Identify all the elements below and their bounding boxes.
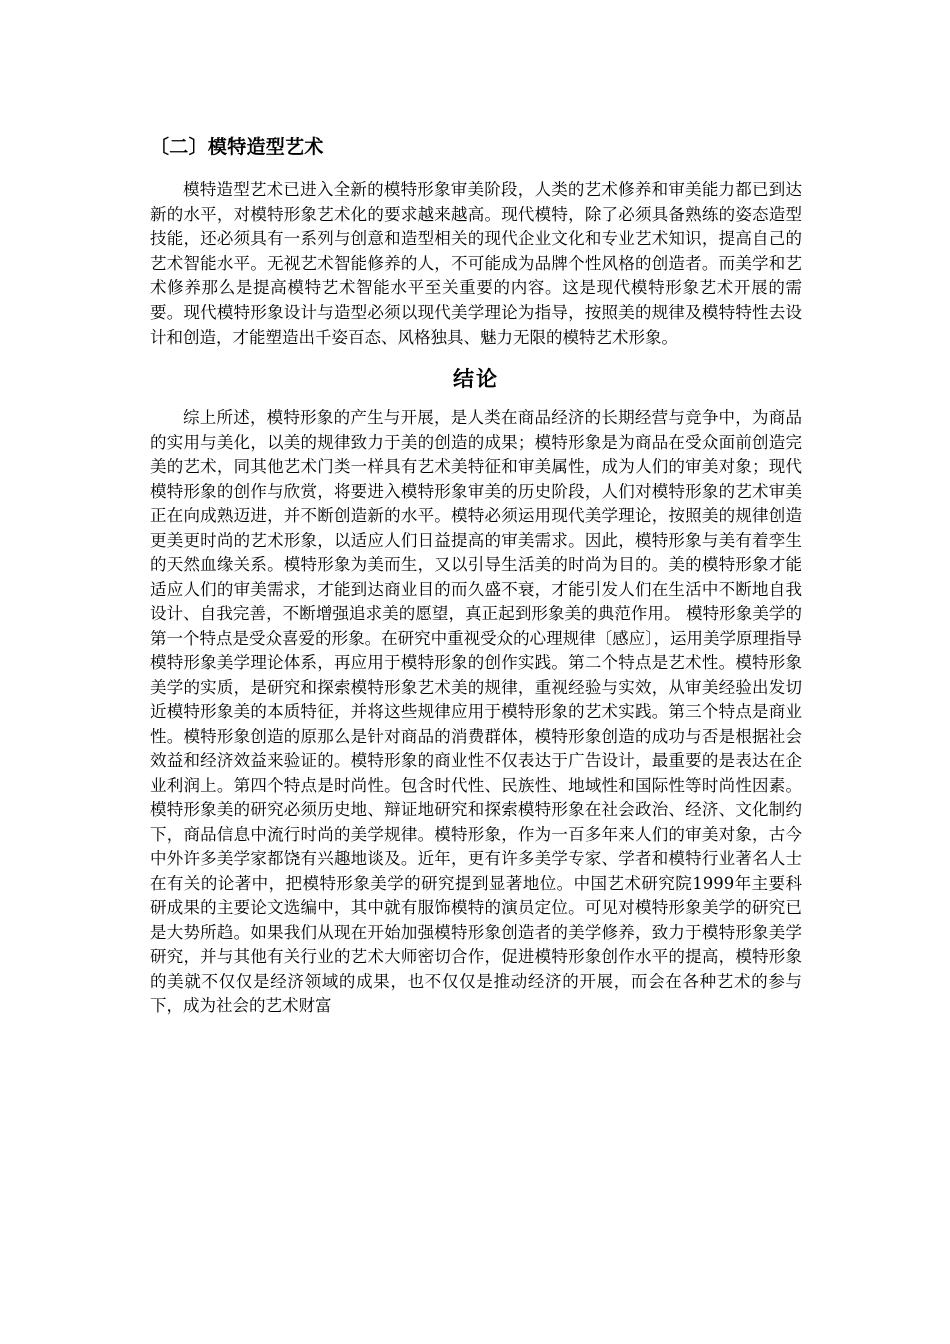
conclusion-paragraph: 综上所述，模特形象的产生与开展，是人类在商品经济的长期经营与竞争中，为商品的实用与美化，以美的规律致力于美的创造的成果；模特形象是为商品在受众面前创造完美的艺术，同其他艺术门类一样具有艺术美特征和审美属性，成为人们的审美对象；现代模特形象的创作与欣赏，将要进入模特形象审美的历史阶段，人们对模特形象的艺术审美正在向成熟迈进，并不断创造新的水平。模特必须运用现代美学理论，按照美的规律创造更美更时尚的艺术形象，以适应人们日益提高的审美需求。因此，模特形象与美有着孪生的天然血缘关系。模特形象为美而生，又以引导生活美的时尚为目的。美的模特形象才能适应人们的审美需求，才能到达商业目的而久盛不衰，才能引发人们在生活中不断地自我设计、自我完善，不断增强追求美的愿望，真正起到形象美的典范作用。 模特形象美学的第一个特点是受众喜爱的形象。在研究中重视受众的心理规律〔感应〕，运用美学原理指导模特形象美学理论体系，再应用于模特形象的创作实践。第二个特点是艺术性。模特形象美学的实质，是研究和探索模特形象艺术美的规律，重视经验与实效，从审美经验出发切近模特形象美的本质特征，并将这些规律应用于模特形象的艺术实践。第三个特点是商业性。模特形象创造的原那么是针对商品的消费群体，模特形象创造的成功与否是根据社会效益和经济效益来验证的。模特形象的商业性不仅表达于广告设计，最重要的是表达在企业利润上。第四个特点是时尚性。包含时代性、民族性、地域性和国际性等时尚性因素。模特形象美的研究必须历史地、辩证地研究和探索模特形象在社会政治、经济、文化制约下，商品信息中流行时尚的美学规律。模特形象，作为一百多年来人们的审美对象，古今中外许多美学家都饶有兴趣地谈及。近年，更有许多美学专家、学者和模特行业著名人士在有关的论著中，把模特形象美学的研究提到显著地位。中国艺术研究院1999年主要科研成果的主要论文选编中，其中就有服饰模特的演员定位。可见对模特形象美学的研究已是大势所趋。如果我们从现在开始加强模特形象创造者的美学修养，致力于模特形象美学研究，并与其他有关行业的艺术大师密切合作，促进模特形象创作水平的提高，模特形象的美就不仅仅是经济领域的成果，也不仅仅是推动经济的开展，而会在各种艺术的参与下，成为社会的艺术财富 <box>150 408 802 1016</box>
conclusion-heading: 结论 <box>453 367 499 392</box>
section-heading: 〔二〕模特造型艺术 <box>150 136 324 158</box>
page-content <box>150 130 802 1019</box>
section-paragraph: 模特造型艺术已进入全新的模特形象审美阶段，人类的艺术修养和审美能力都已到达新的水平，对模特形象艺术化的要求越来越高。现代模特，除了必须具备熟练的姿态造型技能，还必须具有一系列与创意和造型相关的现代企业文化和专业艺术知识，提高自己的艺术智能水平。无视艺术智能修养的人，不可能成为品牌个性风格的创造者。而美学和艺术修养那么是提高模特艺术智能水平至关重要的内容。这是现代模特形象艺术开展的需要。现代模特形象设计与造型必须以现代美学理论为指导，按照美的规律及模特特性去设计和创造，才能塑造出千姿百态、风格独具、魅力无限的模特艺术形象。 <box>150 180 802 347</box>
